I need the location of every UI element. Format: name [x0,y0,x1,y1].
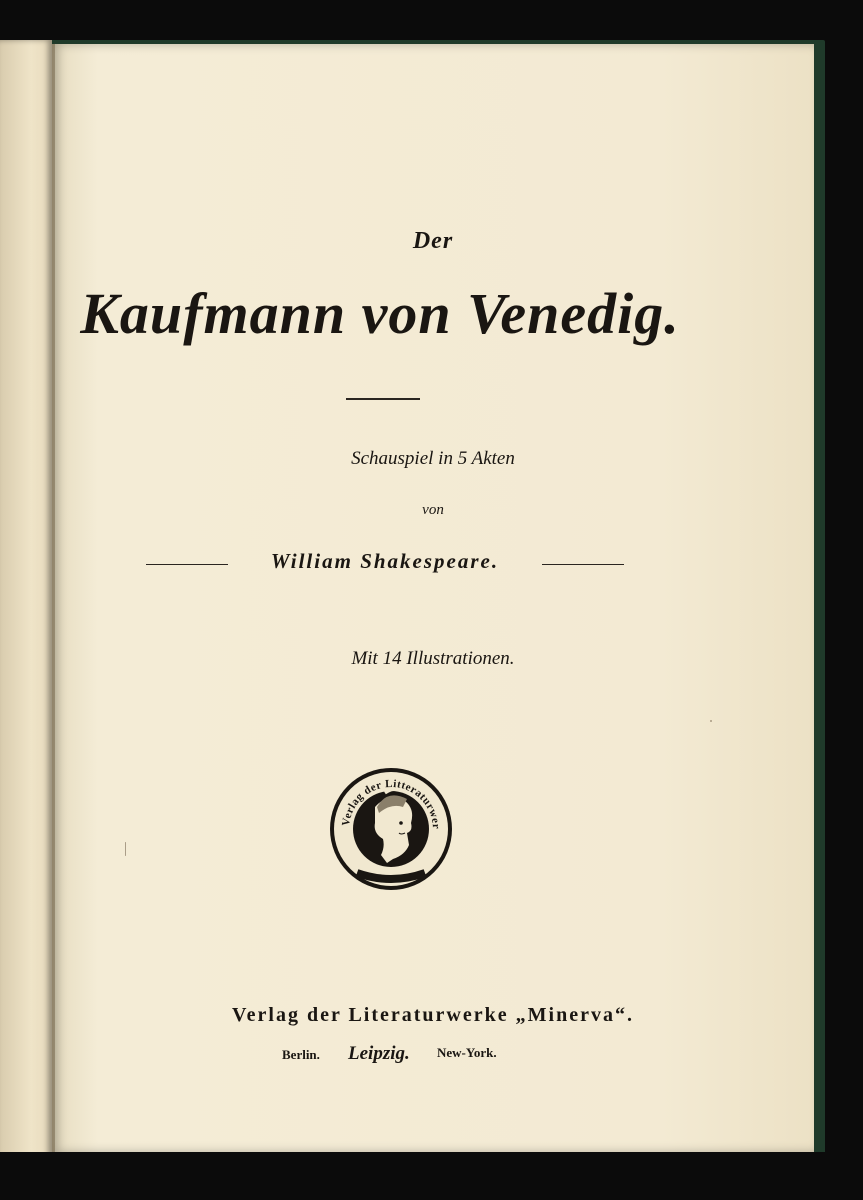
by-line: von [422,502,444,518]
author-rule-right [542,564,624,565]
paper-speck [125,842,126,856]
title-article: Der [412,228,454,254]
publisher-cities [282,1043,522,1067]
page-gutter [52,44,55,1152]
book-subtitle: Schauspiel in 5 Akten [351,448,515,469]
author-name: William Shakespeare. [270,549,500,573]
author-row [146,549,624,579]
title-divider [346,398,420,400]
city-berlin: Berlin. [282,1047,320,1062]
left-page-edge [0,40,52,1180]
background-shadow [0,1152,863,1200]
illustrations-note: Mit 14 Illustrationen. [351,648,515,669]
publisher-name: Verlag der Literaturwerke „Minerva“. [232,1004,634,1026]
minerva-helmet-head-icon [327,763,455,893]
book-title: Kaufmann von Venedig. [80,281,680,346]
author-rule-left [146,564,228,565]
svg-text:Verlag der Litteraturwerke Min: Verlag der Litteraturwer [340,777,443,830]
city-leipzig: Leipzig. [348,1043,410,1064]
publisher-seal [327,763,455,893]
paper-speck [710,720,712,722]
city-newyork: New-York. [437,1045,497,1060]
title-page [52,44,814,1152]
